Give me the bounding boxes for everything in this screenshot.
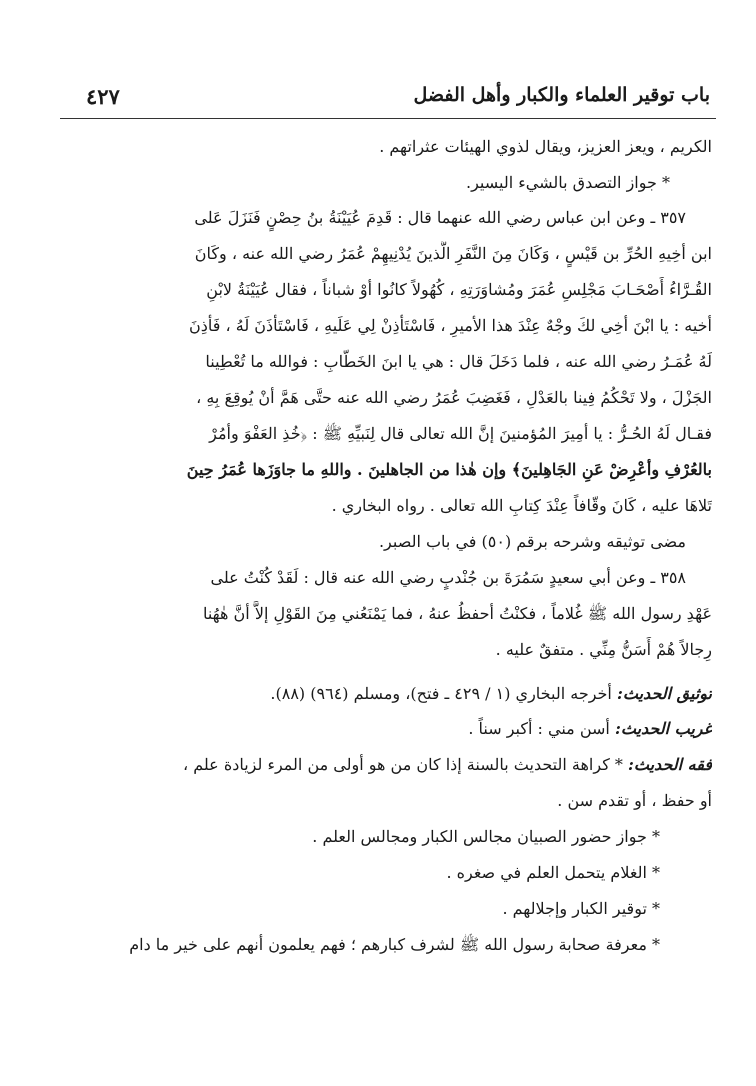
authentication-label: توثيق الحديث:: [616, 684, 712, 703]
fiqh-point: * جواز حضور الصبيان مجالس الكبار ومجالس العلم .: [312, 827, 660, 846]
vocabulary-line: [70, 716, 712, 744]
hadith-357-line: فقـال لَهُ الحُـرُّ : يا أمِيرَ المُؤمنينَ إنَّ الله تعالى قال لِنَبيِّهِ ﷺ : ﴿خُذِ العَفْوَ وأمُرْ: [209, 424, 712, 443]
hadith-357-line: أخيه : يا ابْنَ أخِي لكَ وجْهٌ عِنْدَ هذا الأميرِ ، فَاسْتَأذِنْ لِي عَلَيهِ ، فَاسْتَأذَنَ لَهُ ، فَأذِنَ: [189, 316, 712, 335]
authentication-text: أخرجه البخاري (١ / ٤٢٩ ـ فتح)، ومسلم (٩٦٤) (٨٨).: [270, 684, 612, 703]
fiqh-text: * كراهة التحديث بالسنة إذا كان من هو أولى من المرء لزيادة علم ،: [182, 755, 623, 774]
note-line: * جواز التصدق بالشيء اليسير.: [465, 173, 670, 192]
hadith-357-line: القُـرَّاءُ أَصْحَـابَ مَجْلِسِ عُمَرَ ومُشاوَرَتِهِ ، كُهُولاً كانُوا أوْ شباناً ، فقال عُيَيْنَةُ لابْنِ: [206, 280, 712, 299]
header-rule: [60, 118, 716, 119]
fiqh-point: * توقير الكبار وإجلالهم .: [502, 899, 660, 918]
hadith-358-line: رِجالاً هُمْ أَسَنُّ مِنِّي . متفقٌ عليه .: [495, 640, 712, 659]
page-number: ٤٢٧: [86, 84, 120, 109]
fiqh-line: أو حفظ ، أو تقدم سن .: [557, 791, 712, 810]
hadith-357-line: ٣٥٧ ـ وعن ابن عباس رضي الله عنهما قال : قَدِمَ عُيَيْنَةُ بنُ حِصْنٍ فَنَزَلَ عَلى: [194, 208, 686, 227]
hadith-358-line: ٣٥٨ ـ وعن أبي سعيدٍ سَمُرَةَ بن جُنْدبٍ رضي الله عنه قال : لَقَدْ كُنْتُ على: [210, 568, 686, 587]
hadith-357-line: لَهُ عُمَـرُ رضي الله عنه ، فلما دَخَلَ قال : هي يا ابنَ الخَطّابِ : فوالله ما تُعْطِينا: [205, 352, 712, 371]
quran-verse-line: بالعُرْفِ وأعْرِضْ عَنِ الجَاهِلينَ﴾ وإن هٰذا من الجاهلينَ . واللهِ ما جاوَزَها عُمَرُ حِينَ: [186, 460, 712, 479]
vocabulary-label: غريب الحديث:: [614, 719, 712, 738]
fiqh-point: * الغلام يتحمل العلم في صغره .: [446, 863, 660, 882]
vocabulary-text: أسن مني : أكبر سناً .: [468, 719, 610, 738]
hadith-357-line: الجَزْلَ ، ولا تَحْكُمُ فِينا بالعَدْلِ ، فَغَضِبَ عُمَرُ رضي الله عنه حتَّى هَمَّ أنْ يُوقِعَ بِهِ ،: [196, 388, 712, 407]
text-line: الكريم ، ويعز العزيز، ويقال لذوي الهيئات عثراتهم .: [379, 137, 712, 156]
reference-note: مضى توثيقه وشرحه برقم (٥٠) في باب الصبر.: [378, 532, 686, 551]
hadith-357-line: تَلاهَا عليه ، كَانَ وقّافاً عِنْدَ كِتابِ الله تعالى . رواه البخاري .: [331, 496, 712, 515]
fiqh-point: * معرفة صحابة رسول الله ﷺ لشرف كبارهم ؛ فهم يعلمون أنهم على خير ما دام: [129, 935, 660, 954]
hadith-357-line: ابن أخِيهِ الحُرِّ بن قَيْسٍ ، وَكَانَ مِنَ النَّفَرِ الَّذينَ يُدْنِيهِمْ عُمَرُ رضي الله عنه ، وكَانَ: [194, 244, 712, 263]
authentication-line: [70, 681, 712, 709]
chapter-title: باب توقير العلماء والكبار وأهل الفضل: [413, 84, 710, 106]
fiqh-line: [70, 752, 712, 780]
hadith-358-line: عَهْدِ رسول الله ﷺ غُلاماً ، فكنْتُ أحفظُ عنهُ ، فما يَمْنَعُني مِنَ القَوْلِ إلاَّ أنَّ هٰهُنا: [202, 604, 712, 623]
page-header: [86, 82, 710, 116]
fiqh-label: فقه الحديث:: [627, 755, 712, 774]
